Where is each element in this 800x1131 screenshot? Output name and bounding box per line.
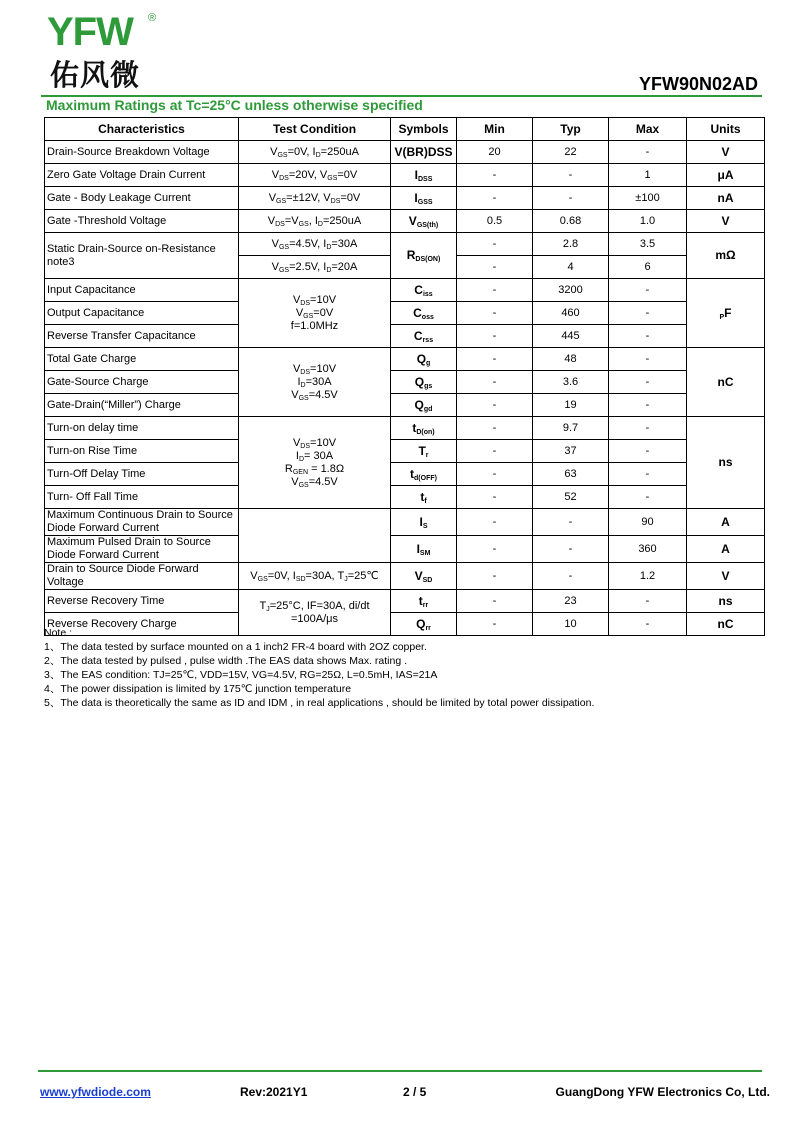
table-row xyxy=(45,348,765,371)
characteristic-cell: Input Capacitance xyxy=(45,279,239,302)
table-row xyxy=(45,371,765,394)
table-row xyxy=(45,302,765,325)
symbol-cell: $V_{GS(th)}$ xyxy=(391,210,457,233)
header-min: Min xyxy=(457,118,533,141)
characteristic-cell: Total Gate Charge xyxy=(45,348,239,371)
ratings-table-container xyxy=(44,117,764,636)
symbol-cell: $t_f$ xyxy=(391,486,457,509)
max-cell: - xyxy=(609,440,687,463)
symbol-cell: $C_{iss}$ xyxy=(391,279,457,302)
note-item: 5、The data is theoretically the same as ID and IDM , in real applications , should be limited by total power dissipation. xyxy=(44,697,595,709)
footer-divider xyxy=(38,1070,762,1072)
typ-cell: 22 xyxy=(533,141,609,164)
website-link[interactable]: www.yfwdiode.com xyxy=(40,1085,151,1099)
revision: Rev:2021Y1 xyxy=(240,1085,308,1099)
part-number: YFW90N02AD xyxy=(638,74,758,94)
notes xyxy=(44,626,594,710)
max-cell: 1.2 xyxy=(609,563,687,590)
header-typ: Typ xyxy=(533,118,609,141)
characteristic-cell: Drain to Source Diode Forward Voltage xyxy=(45,563,239,590)
max-cell: - xyxy=(609,417,687,440)
table-header-row xyxy=(45,118,765,141)
characteristic-cell: Maximum Pulsed Drain to Source Diode Forward Current xyxy=(45,536,239,563)
table-row xyxy=(45,210,765,233)
typ-cell: 23 xyxy=(533,590,609,613)
symbol-cell: V(BR)DSS xyxy=(391,141,457,164)
typ-cell: 2.8 xyxy=(533,233,609,256)
max-cell: - xyxy=(609,302,687,325)
test-condition-cell xyxy=(239,509,391,563)
characteristic-cell: Turn- Off Fall Time xyxy=(45,486,239,509)
min-cell: - xyxy=(457,164,533,187)
table-row xyxy=(45,509,765,536)
max-cell: - xyxy=(609,394,687,417)
min-cell: - xyxy=(457,233,533,256)
typ-cell: - xyxy=(533,509,609,536)
max-cell: - xyxy=(609,613,687,636)
table-row xyxy=(45,440,765,463)
max-cell: 6 xyxy=(609,256,687,279)
typ-cell: - xyxy=(533,563,609,590)
symbol-cell: $R_{DS(ON)}$ xyxy=(391,233,457,279)
characteristic-cell: Gate -Threshold Voltage xyxy=(45,210,239,233)
test-condition-cell: $V_{DS}=V_{GS}$, $I_D=250uA$ xyxy=(239,210,391,233)
min-cell: - xyxy=(457,394,533,417)
characteristic-cell: Reverse Recovery Charge xyxy=(45,613,239,636)
max-cell: - xyxy=(609,590,687,613)
unit-cell: $_P$F xyxy=(687,279,765,348)
registered-mark: ® xyxy=(148,12,157,24)
min-cell: - xyxy=(457,325,533,348)
header-test-condition: Test Condition xyxy=(239,118,391,141)
typ-cell: 3200 xyxy=(533,279,609,302)
unit-cell: V xyxy=(687,210,765,233)
typ-cell: 63 xyxy=(533,463,609,486)
table-body xyxy=(45,141,765,636)
typ-cell: 52 xyxy=(533,486,609,509)
max-cell: 90 xyxy=(609,509,687,536)
typ-cell: 9.7 xyxy=(533,417,609,440)
table-row xyxy=(45,590,765,613)
test-condition-cell: $V_{GS}=2.5V$, $I_D=20A$ xyxy=(239,256,391,279)
min-cell: - xyxy=(457,348,533,371)
symbol-cell: $t_{rr}$ xyxy=(391,590,457,613)
characteristic-cell: Reverse Transfer Capacitance xyxy=(45,325,239,348)
symbol-cell: $I_{GSS}$ xyxy=(391,187,457,210)
page-number: 2 / 5 xyxy=(403,1085,427,1099)
ratings-table xyxy=(44,117,765,636)
symbol-cell: $Q_{gd}$ xyxy=(391,394,457,417)
header-symbols: Symbols xyxy=(391,118,457,141)
symbol-cell: $t_{d(OFF)}$ xyxy=(391,463,457,486)
max-cell: - xyxy=(609,348,687,371)
characteristic-cell: Output Capacitance xyxy=(45,302,239,325)
symbol-cell: $Q_{rr}$ xyxy=(391,613,457,636)
test-condition-cell: $V_{DS}=10V$ $V_{GS}=0V$ f=1.0MHz xyxy=(239,279,391,348)
min-cell: - xyxy=(457,417,533,440)
min-cell: - xyxy=(457,563,533,590)
max-cell: 1.0 xyxy=(609,210,687,233)
typ-cell: - xyxy=(533,164,609,187)
test-condition-cell: $V_{DS}=10V$ $I_D=30A$ $V_{GS}=4.5V$ xyxy=(239,348,391,417)
typ-cell: 37 xyxy=(533,440,609,463)
typ-cell: 0.68 xyxy=(533,210,609,233)
symbol-cell: $C_{oss}$ xyxy=(391,302,457,325)
symbol-cell: $Q_g$ xyxy=(391,348,457,371)
test-condition-cell: $V_{DS}=10V$ $I_D= 30A$ $R_{GEN} = 1.8\Omega$ $V_{GS}=4.5V$ xyxy=(239,417,391,509)
unit-cell: A xyxy=(687,509,765,536)
symbol-cell: $V_{SD}$ xyxy=(391,563,457,590)
unit-cell: nC xyxy=(687,348,765,417)
header-max: Max xyxy=(609,118,687,141)
min-cell: - xyxy=(457,440,533,463)
min-cell: - xyxy=(457,590,533,613)
max-cell: - xyxy=(609,279,687,302)
unit-cell: nC xyxy=(687,613,765,636)
symbol-cell: $t_{D(on)}$ xyxy=(391,417,457,440)
logo-chinese-text: 佑风微 xyxy=(50,58,141,92)
characteristic-cell: Zero Gate Voltage Drain Current xyxy=(45,164,239,187)
typ-cell: 48 xyxy=(533,348,609,371)
min-cell: - xyxy=(457,613,533,636)
table-row xyxy=(45,279,765,302)
typ-cell: - xyxy=(533,187,609,210)
typ-cell: 10 xyxy=(533,613,609,636)
max-cell: - xyxy=(609,141,687,164)
logo-text: YFW xyxy=(47,10,133,54)
company-logo xyxy=(47,12,167,92)
symbol-cell: $I_S$ xyxy=(391,509,457,536)
min-cell: - xyxy=(457,486,533,509)
unit-cell: ns xyxy=(687,590,765,613)
test-condition-cell: $V_{GS}=0V$, $I_D=250uA$ xyxy=(239,141,391,164)
note-item: 3、The EAS condition: TJ=25℃, VDD=15V, VG=4.5V, RG=25Ω, L=0.5mH, IAS=21A xyxy=(44,669,438,681)
table-row xyxy=(45,233,765,256)
typ-cell: 445 xyxy=(533,325,609,348)
symbol-cell: $T_r$ xyxy=(391,440,457,463)
symbol-cell: $I_{DSS}$ xyxy=(391,164,457,187)
typ-cell: - xyxy=(533,536,609,563)
note-item: 2、The data tested by pulsed , pulse width .The EAS data shows Max. rating . xyxy=(44,655,408,667)
section-title: Maximum Ratings at Tc=25°C unless otherwise specified xyxy=(46,97,423,113)
unit-cell: mΩ xyxy=(687,233,765,279)
unit-cell: ns xyxy=(687,417,765,509)
min-cell: - xyxy=(457,536,533,563)
table-row xyxy=(45,141,765,164)
table-row xyxy=(45,463,765,486)
header-characteristics: Characteristics xyxy=(45,118,239,141)
table-row xyxy=(45,187,765,210)
table-row xyxy=(45,417,765,440)
test-condition-cell: $T_J=25^\circ C$, IF=30A, di/dt =100A/μs xyxy=(239,590,391,636)
max-cell: - xyxy=(609,371,687,394)
min-cell: 20 xyxy=(457,141,533,164)
characteristic-cell: Maximum Continuous Drain to Source Diode Forward Current xyxy=(45,509,239,536)
table-row xyxy=(45,486,765,509)
unit-cell: μA xyxy=(687,164,765,187)
unit-cell: V xyxy=(687,141,765,164)
symbol-cell: $Q_{gs}$ xyxy=(391,371,457,394)
header-units: Units xyxy=(687,118,765,141)
typ-cell: 4 xyxy=(533,256,609,279)
max-cell: 360 xyxy=(609,536,687,563)
max-cell: 1 xyxy=(609,164,687,187)
characteristic-cell: Reverse Recovery Time xyxy=(45,590,239,613)
characteristic-cell: Turn-on Rise Time xyxy=(45,440,239,463)
company-name: GuangDong YFW Electronics Co, Ltd. xyxy=(555,1085,770,1099)
typ-cell: 460 xyxy=(533,302,609,325)
max-cell: - xyxy=(609,463,687,486)
characteristic-cell: Gate - Body Leakage Current xyxy=(45,187,239,210)
test-condition-cell: $V_{GS}=4.5V$, $I_D=30A$ xyxy=(239,233,391,256)
test-condition-cell: $V_{GS}=0V$, $I_{SD}=30A$, $T_J=25℃$ xyxy=(239,563,391,590)
characteristic-cell: Turn-on delay time xyxy=(45,417,239,440)
max-cell: - xyxy=(609,325,687,348)
table-row xyxy=(45,164,765,187)
min-cell: - xyxy=(457,256,533,279)
characteristic-cell: Drain-Source Breakdown Voltage xyxy=(45,141,239,164)
min-cell: - xyxy=(457,302,533,325)
min-cell: 0.5 xyxy=(457,210,533,233)
test-condition-cell: $V_{GS}=\pm 12V$, $V_{DS}=0V$ xyxy=(239,187,391,210)
table-row xyxy=(45,536,765,563)
min-cell: - xyxy=(457,187,533,210)
table-row xyxy=(45,563,765,590)
typ-cell: 19 xyxy=(533,394,609,417)
min-cell: - xyxy=(457,371,533,394)
note-item: 1、The data tested by surface mounted on a 1 inch2 FR-4 board with 2OZ copper. xyxy=(44,641,427,653)
unit-cell: nA xyxy=(687,187,765,210)
symbol-cell: $I_{SM}$ xyxy=(391,536,457,563)
max-cell: ±100 xyxy=(609,187,687,210)
unit-cell: V xyxy=(687,563,765,590)
notes-title: Note : xyxy=(44,627,73,639)
min-cell: - xyxy=(457,509,533,536)
typ-cell: 3.6 xyxy=(533,371,609,394)
table-row xyxy=(45,325,765,348)
test-condition-cell: $V_{DS}=20V$, $V_{GS}=0V$ xyxy=(239,164,391,187)
min-cell: - xyxy=(457,463,533,486)
characteristic-cell: Gate-Drain(“Miller”) Charge xyxy=(45,394,239,417)
max-cell: - xyxy=(609,486,687,509)
unit-cell: A xyxy=(687,536,765,563)
min-cell: - xyxy=(457,279,533,302)
note-item: 4、The power dissipation is limited by 175℃ junction temperature xyxy=(44,683,352,695)
characteristic-cell: Turn-Off Delay Time xyxy=(45,463,239,486)
characteristic-cell: Static Drain-Source on-Resistance note3 xyxy=(45,233,239,279)
max-cell: 3.5 xyxy=(609,233,687,256)
characteristic-cell: Gate-Source Charge xyxy=(45,371,239,394)
table-row xyxy=(45,394,765,417)
symbol-cell: $C_{rss}$ xyxy=(391,325,457,348)
